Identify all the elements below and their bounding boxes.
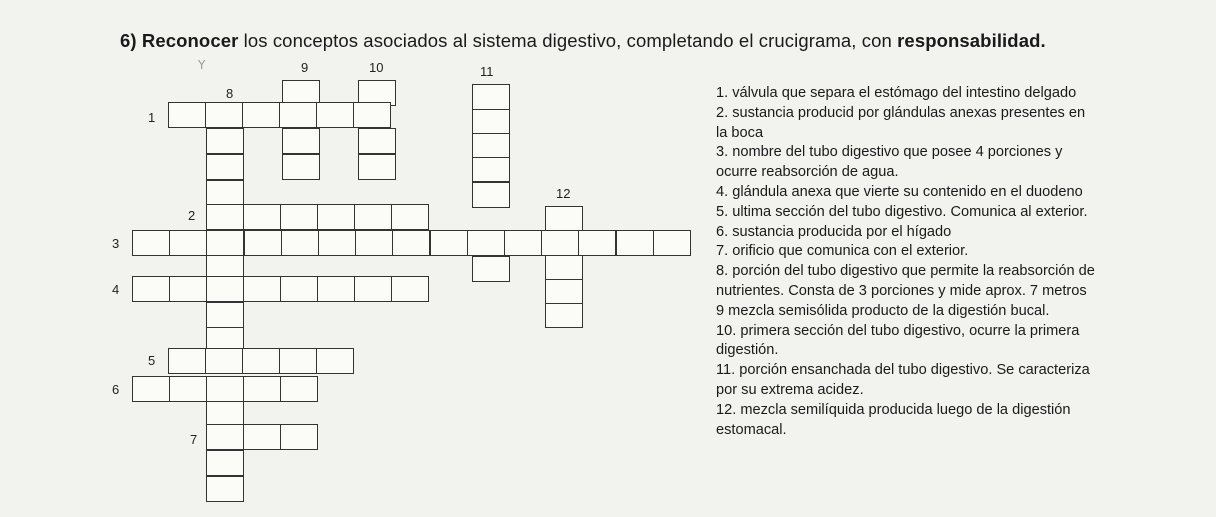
crossword-cell[interactable] xyxy=(132,376,170,402)
crossword-cell[interactable] xyxy=(205,348,243,374)
clue-number-10: 10 xyxy=(369,60,384,75)
crossword-cell[interactable] xyxy=(282,154,320,180)
crossword-cell[interactable] xyxy=(353,102,391,128)
crossword-cell[interactable] xyxy=(132,230,170,256)
crossword-cell[interactable] xyxy=(206,230,244,256)
crossword-cell[interactable] xyxy=(472,84,510,110)
crossword-cell[interactable] xyxy=(206,450,244,476)
clue-line: 8. porción del tubo digestivo que permite la reabsorción de xyxy=(716,263,1095,280)
crossword-cell[interactable] xyxy=(392,230,430,256)
crossword-cell[interactable] xyxy=(545,302,583,328)
crossword-cell[interactable] xyxy=(316,102,354,128)
clue-line: estomacal. xyxy=(716,421,787,438)
crossword-cell[interactable] xyxy=(206,128,244,154)
clue-number-1: 1 xyxy=(148,110,156,125)
clue-number-12: 12 xyxy=(556,186,571,201)
crossword-cell[interactable] xyxy=(206,302,244,328)
crossword-cell[interactable] xyxy=(206,476,244,502)
crossword-cell[interactable] xyxy=(242,348,280,374)
title-bold-end: responsabilidad. xyxy=(897,30,1046,51)
crossword-cell[interactable] xyxy=(467,230,505,256)
crossword-cell[interactable] xyxy=(358,128,396,154)
clue-line: 1. válvula que separa el estómago del intestino delgado xyxy=(716,85,1077,101)
crossword-cell[interactable] xyxy=(280,424,318,450)
crossword-cell[interactable] xyxy=(168,102,206,128)
crossword-cell[interactable] xyxy=(206,400,244,426)
crossword-cell[interactable] xyxy=(243,276,281,302)
clue-line: 4. glándula anexa que vierte su contenido en el duodeno xyxy=(716,183,1083,200)
crossword-cell[interactable] xyxy=(169,276,207,302)
crossword-cell[interactable] xyxy=(472,108,510,134)
clue-line: 6. sustancia producida por el hígado xyxy=(716,223,952,240)
crossword-cell[interactable] xyxy=(169,376,207,402)
crossword-cell[interactable] xyxy=(206,180,244,206)
clue-number-4: 4 xyxy=(112,282,120,297)
clue-line: digestión. xyxy=(716,342,779,359)
clue-line: 5. ultima sección del tubo digestivo. Comunica al exterior. xyxy=(716,203,1088,220)
clue-line: 9 mezcla semisólida producto de la digestión bucal. xyxy=(716,302,1050,319)
crossword-cell[interactable] xyxy=(279,102,317,128)
crossword-cell[interactable] xyxy=(653,230,691,256)
crossword-cell[interactable] xyxy=(541,230,579,256)
crossword-cell[interactable] xyxy=(504,230,542,256)
clue-line: 2. sustancia producid por glándulas anexas presentes en xyxy=(716,104,1086,121)
crossword-cell[interactable] xyxy=(545,254,583,280)
clue-number-11: 11 xyxy=(480,64,494,79)
crossword-cell[interactable] xyxy=(358,154,396,180)
crossword-cell[interactable] xyxy=(205,102,243,128)
crossword-cell[interactable] xyxy=(132,276,170,302)
crossword-cell[interactable] xyxy=(472,156,510,182)
crossword-cell[interactable] xyxy=(578,230,616,256)
crossword-cell[interactable] xyxy=(472,132,510,158)
crossword-cell[interactable] xyxy=(244,230,282,256)
crossword-cell[interactable] xyxy=(206,376,244,402)
crossword-cell[interactable] xyxy=(616,230,654,256)
stray-mark: Y xyxy=(198,58,206,72)
clue-line: nutrientes. Consta de 3 porciones y mide aprox. 7 metros xyxy=(716,282,1087,299)
crossword-cell[interactable] xyxy=(206,154,244,180)
crossword-cell[interactable] xyxy=(206,276,244,302)
crossword-cell[interactable] xyxy=(317,204,355,230)
crossword-cell[interactable] xyxy=(472,256,510,282)
crossword-cell[interactable] xyxy=(280,276,318,302)
clue-line: 10. primera sección del tubo digestivo, ocurre la primera xyxy=(716,322,1080,339)
crossword-cell[interactable] xyxy=(280,376,318,402)
crossword-cell[interactable] xyxy=(280,204,318,230)
crossword-cell[interactable] xyxy=(545,206,583,232)
crossword-cell[interactable] xyxy=(472,182,510,208)
crossword-cell[interactable] xyxy=(281,230,319,256)
clue-number-6: 6 xyxy=(112,382,120,397)
crossword-cell[interactable] xyxy=(279,348,317,374)
crossword-cell[interactable] xyxy=(545,278,583,304)
crossword-cell[interactable] xyxy=(391,276,429,302)
clue-line: ocurre reabsorción de agua. xyxy=(716,164,899,181)
crossword-cell[interactable] xyxy=(391,204,429,230)
crossword-cell[interactable] xyxy=(169,230,207,256)
crossword-cell[interactable] xyxy=(318,230,356,256)
clue-line: 11. porción ensanchada del tubo digestivo. Se caracteriza xyxy=(716,362,1090,379)
crossword-cell[interactable] xyxy=(317,276,355,302)
clue-line: por su extrema acidez. xyxy=(716,381,864,398)
clue-line: la boca xyxy=(716,124,764,141)
clue-line: 3. nombre del tubo digestivo que posee 4 porciones y xyxy=(716,144,1063,161)
crossword-cell[interactable] xyxy=(243,204,281,230)
crossword-cell[interactable] xyxy=(282,128,320,154)
clue-list xyxy=(716,84,1216,440)
crossword-cell[interactable] xyxy=(354,276,392,302)
crossword-cell[interactable] xyxy=(242,102,280,128)
crossword-cell[interactable] xyxy=(430,230,468,256)
crossword-cell[interactable] xyxy=(168,348,206,374)
crossword-cell[interactable] xyxy=(354,204,392,230)
crossword-cell[interactable] xyxy=(316,348,354,374)
crossword-cell[interactable] xyxy=(206,204,244,230)
clue-line: 12. mezcla semilíquida producida luego de la digestión xyxy=(716,401,1071,418)
clue-number-5: 5 xyxy=(148,353,156,368)
crossword-cell[interactable] xyxy=(206,424,244,450)
title-middle: los conceptos asociados al sistema digestivo, completando el crucigrama, con xyxy=(238,30,898,51)
clue-number-8: 8 xyxy=(226,86,234,101)
title-bold-start: 6) Reconocer xyxy=(120,30,239,51)
crossword-cell[interactable] xyxy=(243,424,281,450)
clue-line: 7. orificio que comunica con el exterior. xyxy=(716,243,969,260)
crossword-cell[interactable] xyxy=(355,230,393,256)
clue-number-7: 7 xyxy=(190,432,198,447)
clue-number-9: 9 xyxy=(301,60,309,75)
clue-number-2: 2 xyxy=(188,208,196,223)
clue-number-3: 3 xyxy=(112,236,120,251)
crossword-cell[interactable] xyxy=(243,376,281,402)
